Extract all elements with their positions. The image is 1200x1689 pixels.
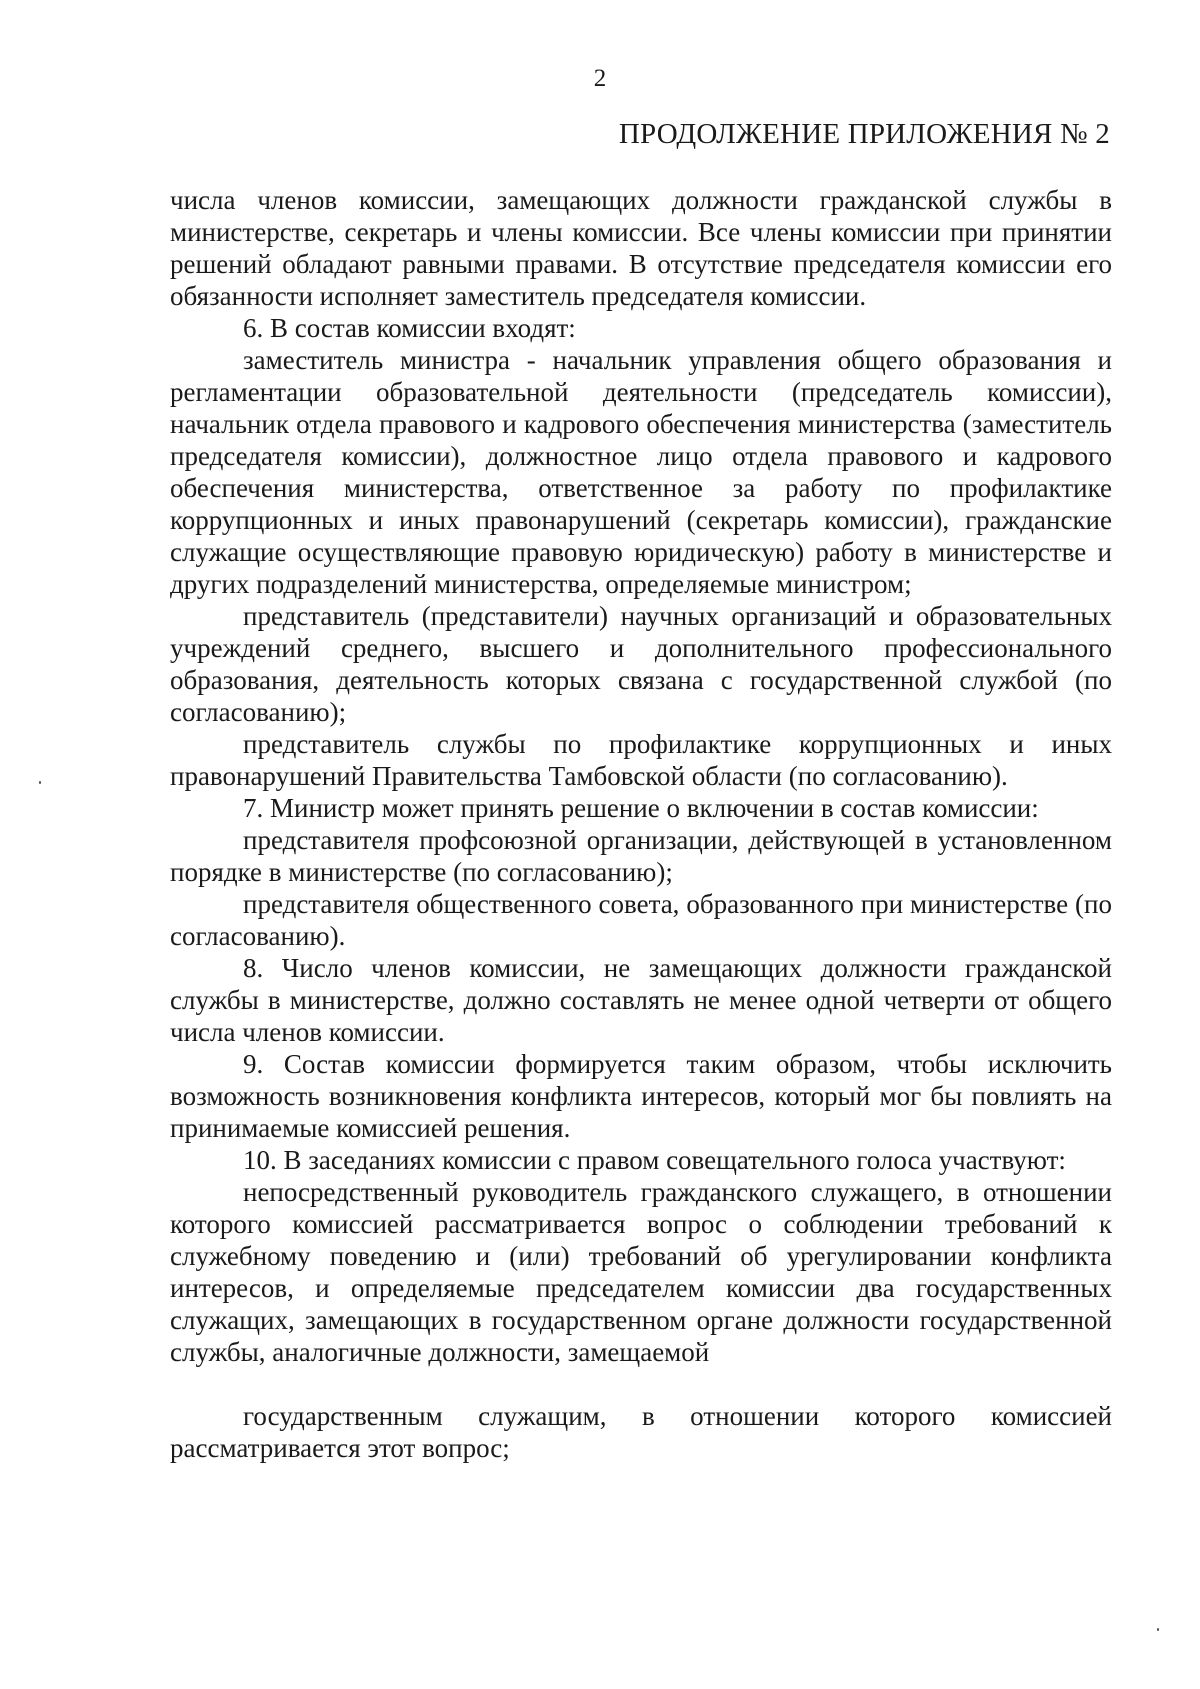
paragraph-item-10: 10. В заседаниях комиссии с правом совещательного голоса участвуют: [243,1145,1066,1175]
page-number: 2 [593,65,607,92]
paragraph-item-7: 7. Министр может принять решение о включении в состав комиссии: [243,793,1039,823]
paragraph-civil-servant: государственным служащим, в отношении которого комиссией рассматривается этот вопрос; [170,1401,1112,1463]
paragraph-scientific-representatives: представитель (представители) научных организаций и образовательных учреждений среднего, высшего и дополнительного профессионального образования, деятельность которых связана с государственной службой (по согласованию); [170,601,1112,727]
paragraph-commission-composition-continued: числа членов комиссии, замещающих должности гражданской службы в министерстве, секретарь и члены комиссии. Все члены комиссии при принятии решений обладают равными правами. В отсутствие председателя комиссии его обязанности исполняет заместитель председателя комиссии. [170,185,1112,311]
paragraph-trade-union: представителя профсоюзной организации, действующей в установленном порядке в министерстве (по согласованию); [170,825,1112,887]
paragraph-item-9: 9. Состав комиссии формируется таким образом, чтобы исключить возможность возникновения конфликта интересов, который мог бы повлиять на принимаемые комиссией решения. [170,1049,1112,1143]
paragraph-public-council: представителя общественного совета, образованного при министерстве (по согласованию). [170,889,1112,951]
paragraph-deputy-minister: заместитель министра - начальник управления общего образования и регламентации образовательной деятельности (председатель комиссии), начальник отдела правового и кадрового обеспечения министерства (заместитель председателя комиссии), должностное лицо отдела правового и кадрового обеспечения министерства, ответственное за работу по профилактике коррупционных и иных правонарушений (секретарь комиссии), гражданские служащие осуществляющие правовую юридическую) работу в министерстве и других подразделений министерства, определяемые министром; [170,345,1112,599]
paragraph-direct-supervisor: непосредственный руководитель гражданского служащего, в отношении которого комиссией рассматривается вопрос о соблюдении требований к служебному поведению и (или) требований об урегулировании конфликта интересов, и определяемые председателем комиссии два государственных служащих, замещающих в государственном органе должности государственной службы, аналогичные должности, замещаемой [170,1177,1112,1367]
paragraph-item-6: 6. В состав комиссии входят: [243,313,576,343]
scan-speck [1157,1628,1159,1631]
paragraph-item-8: 8. Число членов комиссии, не замещающих должности гражданской службы в министерстве, должно составлять не менее одной четверти от общего числа членов комиссии. [170,953,1112,1047]
paragraph-anticorruption-service: представитель службы по профилактике коррупционных и иных правонарушений Правительства Тамбовской области (по согласованию). [170,729,1112,791]
scan-speck [39,781,41,784]
document-body [170,184,1112,1464]
appendix-heading: ПРОДОЛЖЕНИЕ ПРИЛОЖЕНИЯ № 2 [618,118,1110,150]
